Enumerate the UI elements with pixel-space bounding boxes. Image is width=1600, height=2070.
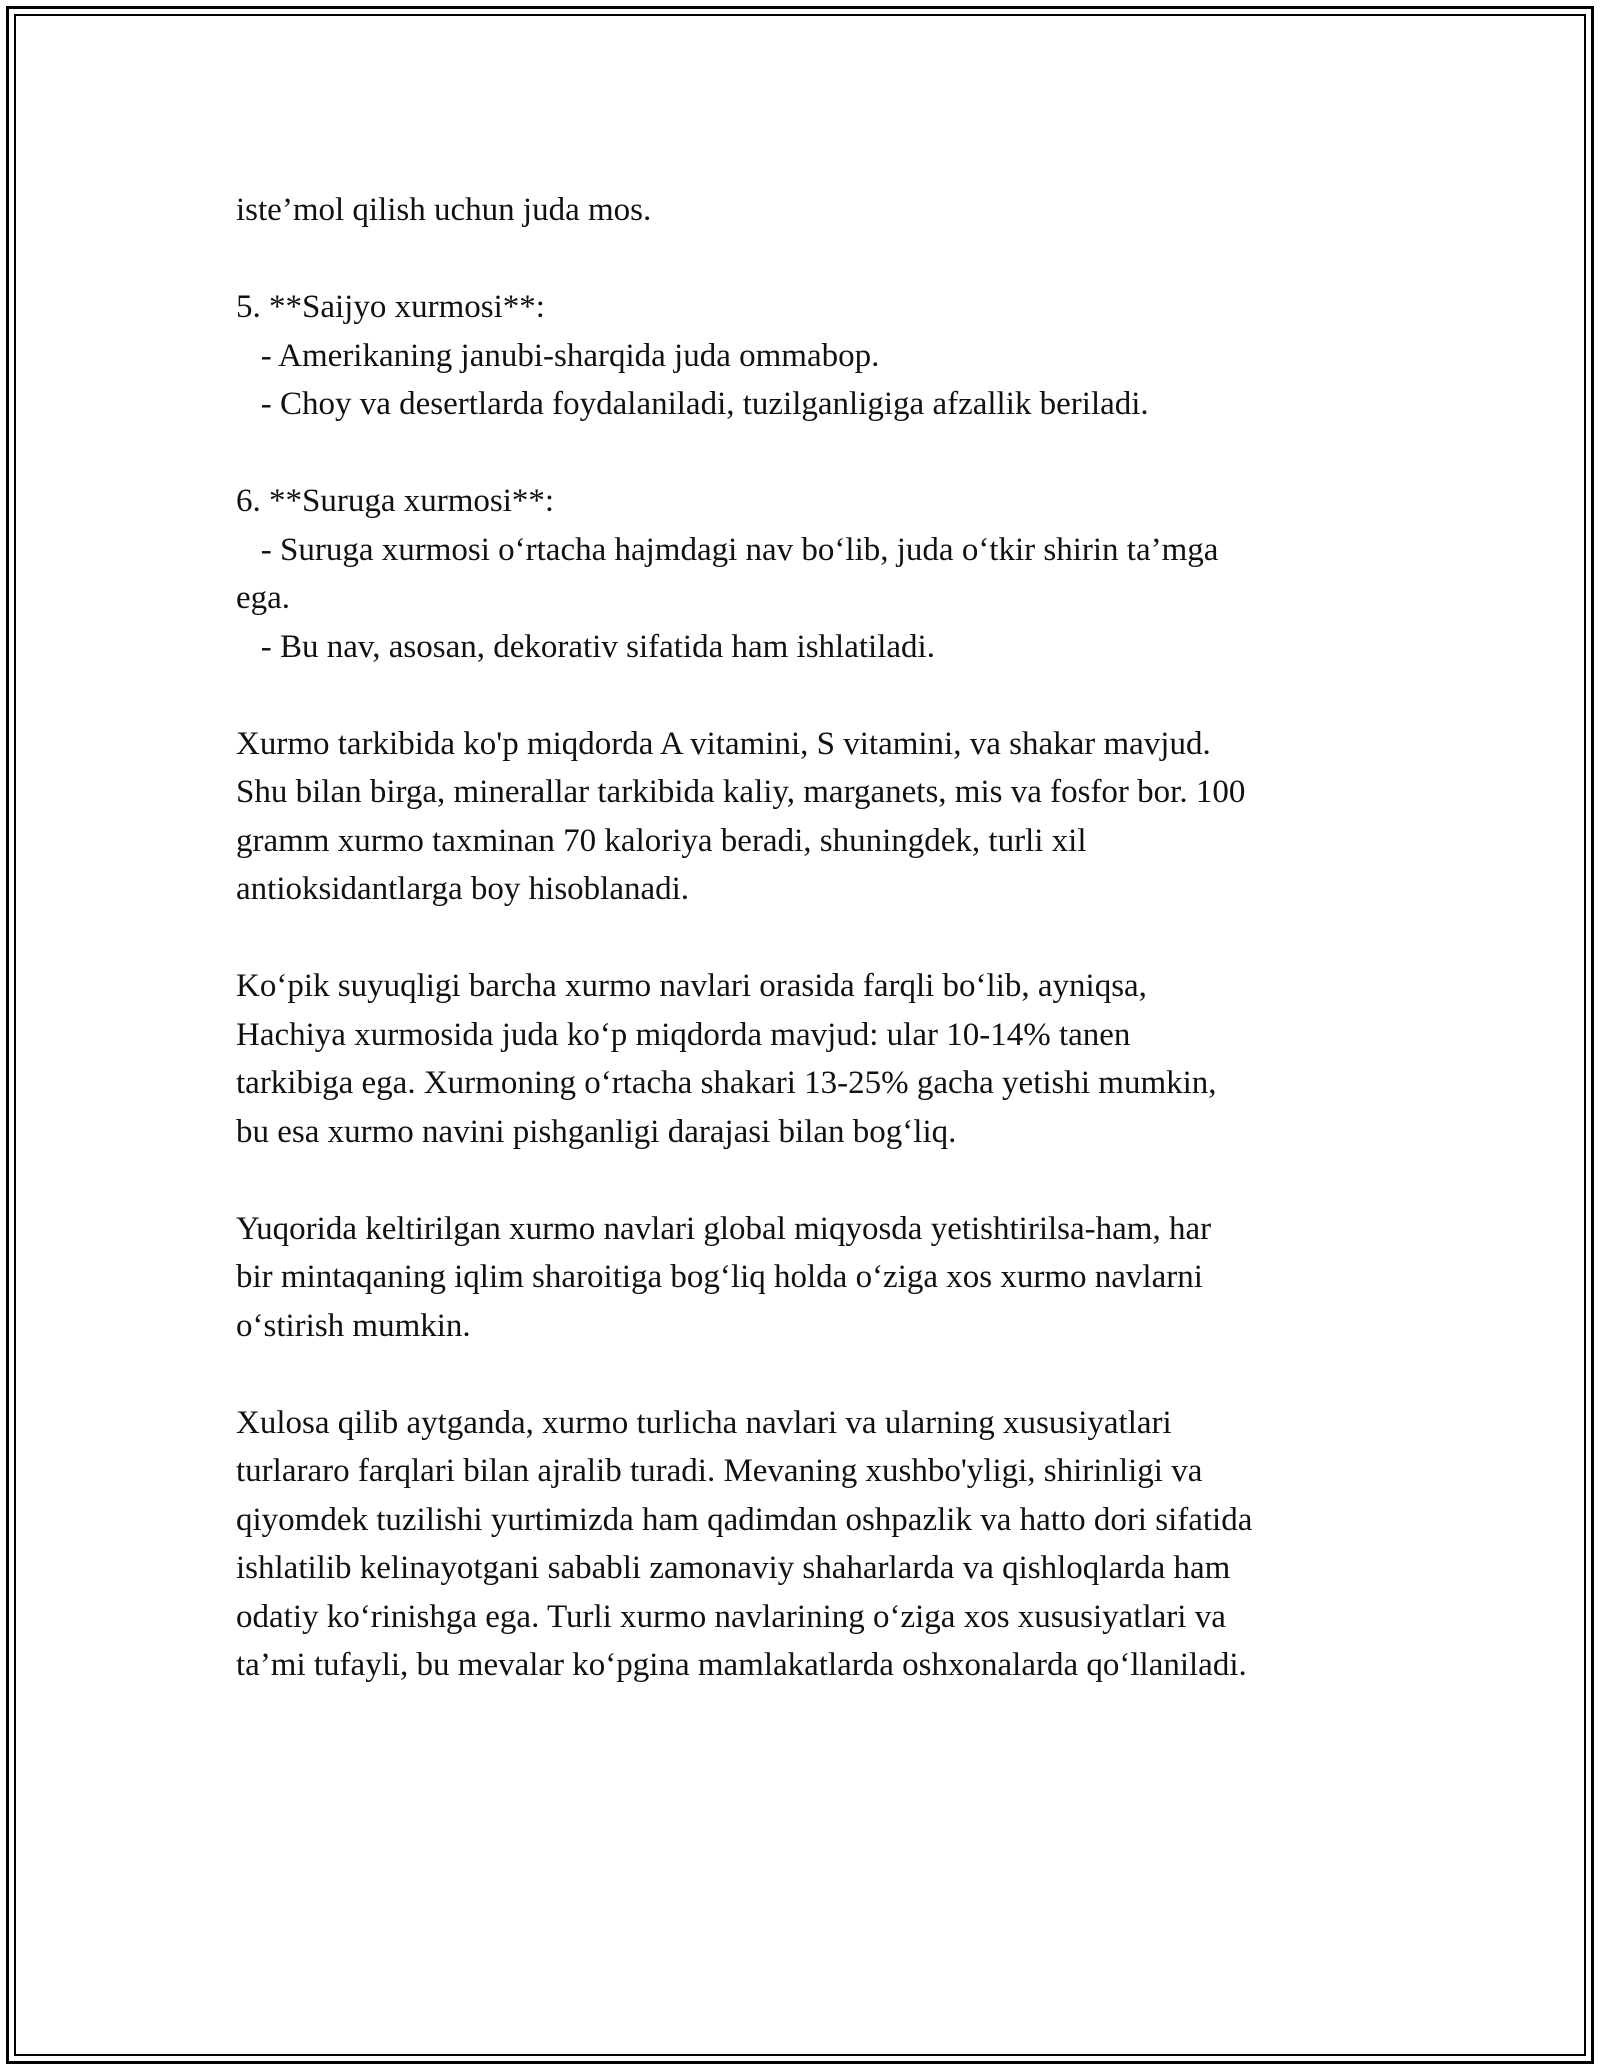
list-item-bullet: - Choy va desertlarda foydalaniladi, tuzilganligiga afzallik beriladi. — [236, 386, 1149, 422]
text-line: ishlatilib kelinayotgani sababli zamonaviy shaharlarda va qishloqlarda ham — [236, 1550, 1231, 1586]
list-item-suruga — [236, 477, 1386, 671]
text-line: gramm xurmo taxminan 70 kaloriya beradi, shuningdek, turli xil — [236, 822, 1087, 859]
paragraph-conclusion — [236, 1399, 1386, 1690]
text-line: Ko‘pik suyuqligi barcha xurmo navlari orasida farqli bo‘lib, ayniqsa, — [236, 968, 1147, 1004]
text-line: bir mintaqaning iqlim sharoitiga bog‘liq holda o‘ziga xos xurmo navlarni — [236, 1259, 1203, 1295]
list-item-bullet: - Amerikaning janubi-sharqida juda ommabop. — [236, 337, 880, 374]
list-item-bullet: - Suruga xurmosi o‘rtacha hajmdagi nav bo‘lib, juda o‘tkir shirin ta’mga — [236, 531, 1219, 568]
list-item-heading: 6. **Suruga xurmosi**: — [236, 483, 555, 519]
text-line: o‘stirish mumkin. — [236, 1307, 471, 1344]
text-line: bu esa xurmo navini pishganligi darajasi bilan bog‘liq. — [236, 1113, 957, 1150]
text-line: iste’mol qilish uchun juda mos. — [236, 192, 652, 228]
list-item-heading: 5. **Saijyo xurmosi**: — [236, 289, 545, 325]
text-line: ta’mi tufayli, bu mevalar ko‘pgina mamlakatlarda oshxonalarda qo‘llaniladi. — [236, 1647, 1247, 1683]
list-item-bullet: - Bu nav, asosan, dekorativ sifatida ham ishlatiladi. — [236, 628, 935, 665]
paragraph-continuation — [236, 186, 1386, 235]
document-body — [236, 186, 1386, 1690]
list-item-bullet-continuation: ega. — [236, 580, 291, 616]
paragraph-regions — [236, 1205, 1386, 1351]
text-line: Shu bilan birga, minerallar tarkibida kaliy, marganets, mis va fosfor bor. 100 — [236, 774, 1246, 810]
text-line: turlararo farqlari bilan ajralib turadi. Mevaning xushbo'yligi, shirinligi va — [236, 1453, 1203, 1489]
text-line: odatiy ko‘rinishga ega. Turli xurmo navlarining o‘ziga xos xususiyatlari va — [236, 1598, 1226, 1635]
paragraph-nutrition — [236, 720, 1386, 914]
text-line: qiyomdek tuzilishi yurtimizda ham qadimdan oshpazlik va hatto dori sifatida — [236, 1501, 1253, 1538]
text-line: tarkibiga ega. Xurmoning o‘rtacha shakari 13-25% gacha yetishi mumkin, — [236, 1065, 1217, 1101]
text-line: antioksidantlarga boy hisoblanadi. — [236, 871, 690, 907]
text-line: Yuqorida keltirilgan xurmo navlari global miqyosda yetishtirilsa-ham, har — [236, 1210, 1212, 1247]
paragraph-tannin — [236, 962, 1386, 1156]
text-line: Xurmo tarkibida ko'p miqdorda A vitamini, S vitamini, va shakar mavjud. — [236, 725, 1211, 762]
text-line: Xulosa qilib aytganda, xurmo turlicha navlari va ularning xususiyatlari — [236, 1404, 1172, 1441]
list-item-saijyo — [236, 283, 1386, 429]
text-line: Hachiya xurmosida juda ko‘p miqdorda mavjud: ular 10-14% tanen — [236, 1016, 1131, 1053]
